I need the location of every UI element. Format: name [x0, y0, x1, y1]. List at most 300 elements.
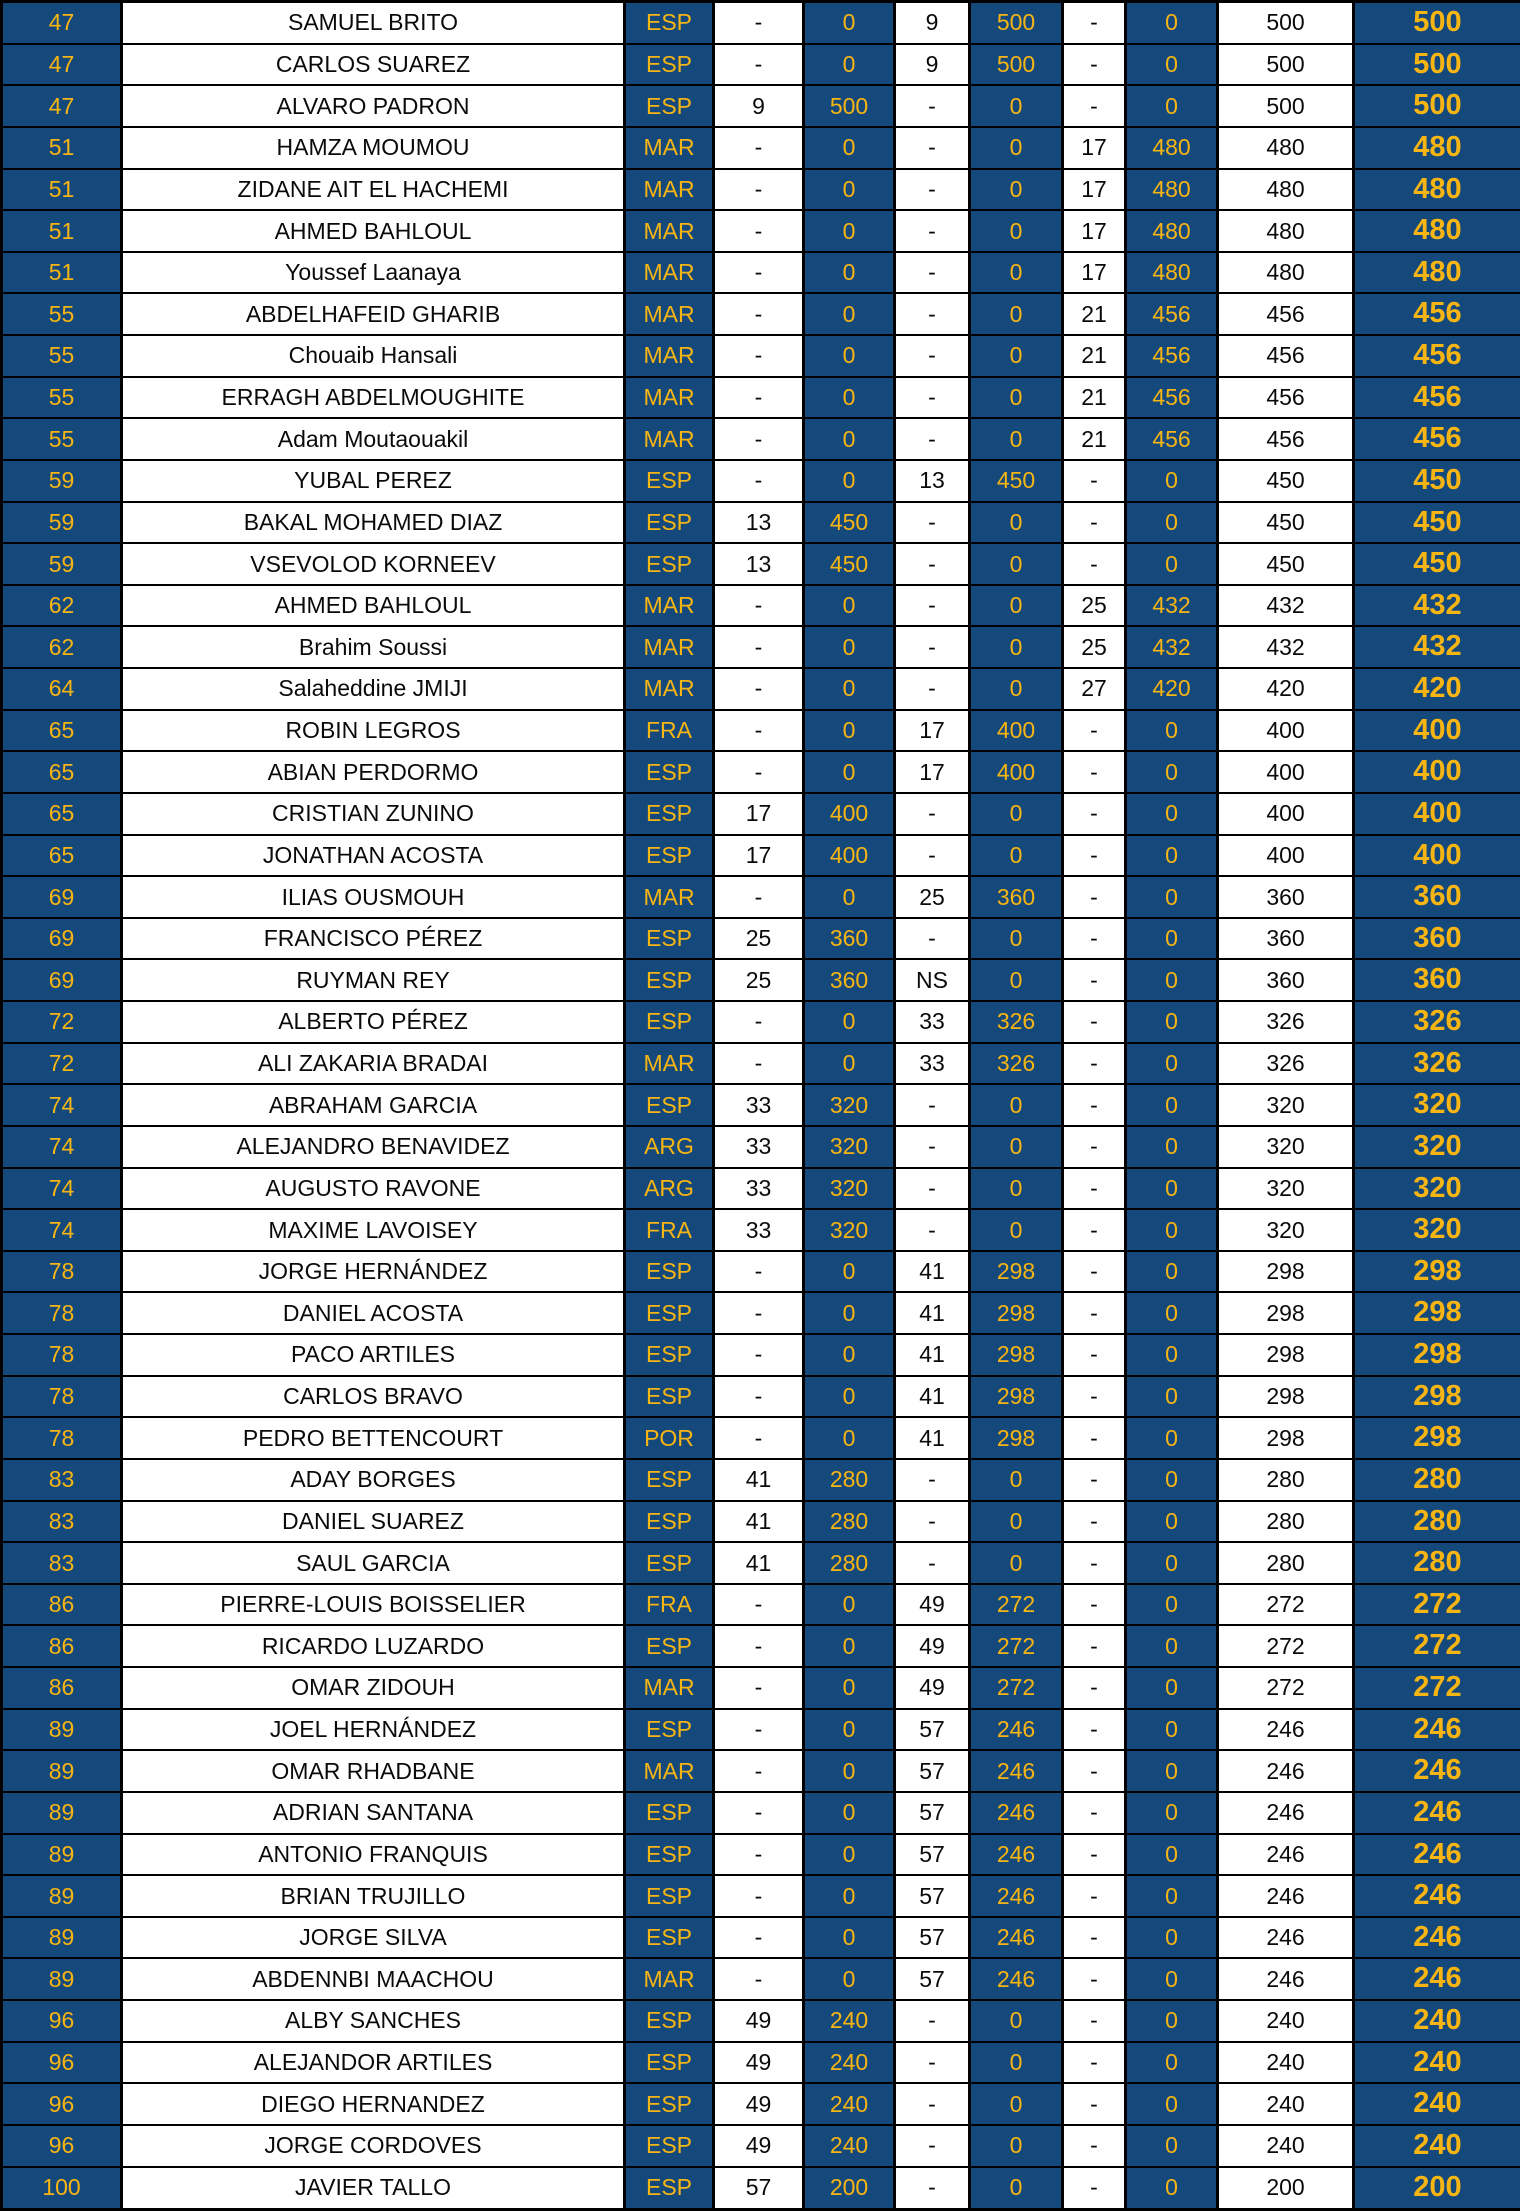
final-points-cell: 400 — [1354, 835, 1520, 877]
total-cell: 500 — [1218, 44, 1354, 86]
event3-position-cell: 17 — [1063, 169, 1126, 211]
final-points-cell: 240 — [1354, 2083, 1520, 2125]
event3-position-cell: 17 — [1063, 210, 1126, 252]
event3-points-cell: 0 — [1126, 1542, 1218, 1584]
name-cell: CRISTIAN ZUNINO — [122, 793, 625, 835]
event2-points-cell: 0 — [970, 418, 1063, 460]
name-cell: OMAR ZIDOUH — [122, 1667, 625, 1709]
rank-cell: 78 — [2, 1334, 122, 1376]
country-cell: ESP — [625, 1084, 714, 1126]
total-cell: 400 — [1218, 710, 1354, 752]
final-points-cell: 298 — [1354, 1251, 1520, 1293]
name-cell: ZIDANE AIT EL HACHEMI — [122, 169, 625, 211]
event3-position-cell: 21 — [1063, 418, 1126, 460]
rank-cell: 69 — [2, 876, 122, 918]
final-points-cell: 320 — [1354, 1209, 1520, 1251]
total-cell: 480 — [1218, 210, 1354, 252]
event3-points-cell: 0 — [1126, 959, 1218, 1001]
event3-points-cell: 0 — [1126, 2083, 1218, 2125]
event2-points-cell: 0 — [970, 293, 1063, 335]
country-cell: MAR — [625, 626, 714, 668]
name-cell: Chouaib Hansali — [122, 335, 625, 377]
final-points-cell: 400 — [1354, 751, 1520, 793]
rank-cell: 74 — [2, 1084, 122, 1126]
table-row — [2, 751, 1520, 793]
event2-position-cell: 49 — [895, 1584, 970, 1626]
event1-position-cell: - — [714, 293, 804, 335]
event3-position-cell: - — [1063, 1958, 1126, 2000]
event1-points-cell: 320 — [804, 1168, 895, 1210]
event1-points-cell: 0 — [804, 335, 895, 377]
country-cell: MAR — [625, 127, 714, 169]
event2-points-cell: 298 — [970, 1251, 1063, 1293]
event3-position-cell: - — [1063, 2042, 1126, 2084]
final-points-cell: 480 — [1354, 127, 1520, 169]
event3-position-cell: - — [1063, 1917, 1126, 1959]
total-cell: 360 — [1218, 959, 1354, 1001]
event3-position-cell: - — [1063, 1043, 1126, 1085]
event1-points-cell: 280 — [804, 1542, 895, 1584]
final-points-cell: 280 — [1354, 1501, 1520, 1543]
event2-points-cell: 0 — [970, 668, 1063, 710]
event3-points-cell: 0 — [1126, 2, 1218, 44]
table-row — [2, 460, 1520, 502]
total-cell: 360 — [1218, 876, 1354, 918]
country-cell: ESP — [625, 85, 714, 127]
event1-points-cell: 320 — [804, 1209, 895, 1251]
event1-points-cell: 0 — [804, 2, 895, 44]
rank-cell: 86 — [2, 1584, 122, 1626]
total-cell: 320 — [1218, 1209, 1354, 1251]
event3-points-cell: 0 — [1126, 1875, 1218, 1917]
event3-position-cell: - — [1063, 1501, 1126, 1543]
event2-position-cell: 57 — [895, 1792, 970, 1834]
table-row — [2, 252, 1520, 294]
event1-position-cell: - — [714, 1417, 804, 1459]
total-cell: 298 — [1218, 1417, 1354, 1459]
event2-points-cell: 0 — [970, 2000, 1063, 2042]
event1-position-cell: - — [714, 1917, 804, 1959]
total-cell: 420 — [1218, 668, 1354, 710]
event3-points-cell: 0 — [1126, 460, 1218, 502]
event2-position-cell: 49 — [895, 1625, 970, 1667]
total-cell: 500 — [1218, 85, 1354, 127]
event2-points-cell: 246 — [970, 1709, 1063, 1751]
table-row — [2, 2000, 1520, 2042]
name-cell: CARLOS SUAREZ — [122, 44, 625, 86]
event1-points-cell: 0 — [804, 169, 895, 211]
event3-points-cell: 0 — [1126, 1417, 1218, 1459]
event1-points-cell: 0 — [804, 1625, 895, 1667]
event3-points-cell: 420 — [1126, 668, 1218, 710]
event3-points-cell: 0 — [1126, 1834, 1218, 1876]
country-cell: MAR — [625, 418, 714, 460]
country-cell: ESP — [625, 2, 714, 44]
event2-points-cell: 500 — [970, 2, 1063, 44]
event2-points-cell: 0 — [970, 1459, 1063, 1501]
event1-points-cell: 0 — [804, 252, 895, 294]
event2-position-cell: 57 — [895, 1750, 970, 1792]
final-points-cell: 400 — [1354, 793, 1520, 835]
event2-position-cell: - — [895, 543, 970, 585]
total-cell: 240 — [1218, 2125, 1354, 2167]
event2-points-cell: 298 — [970, 1417, 1063, 1459]
event2-position-cell: - — [895, 2167, 970, 2210]
table-row — [2, 1292, 1520, 1334]
event2-position-cell: - — [895, 835, 970, 877]
final-points-cell: 360 — [1354, 918, 1520, 960]
event2-points-cell: 0 — [970, 127, 1063, 169]
total-cell: 240 — [1218, 2083, 1354, 2125]
event2-points-cell: 0 — [970, 1542, 1063, 1584]
rank-cell: 74 — [2, 1209, 122, 1251]
final-points-cell: 280 — [1354, 1542, 1520, 1584]
event1-points-cell: 0 — [804, 626, 895, 668]
final-points-cell: 200 — [1354, 2167, 1520, 2210]
name-cell: AHMED BAHLOUL — [122, 210, 625, 252]
event2-points-cell: 360 — [970, 876, 1063, 918]
total-cell: 298 — [1218, 1376, 1354, 1418]
event1-points-cell: 0 — [804, 585, 895, 627]
rank-cell: 96 — [2, 2083, 122, 2125]
event3-points-cell: 0 — [1126, 1168, 1218, 1210]
event3-points-cell: 0 — [1126, 2042, 1218, 2084]
event1-position-cell: - — [714, 1584, 804, 1626]
event3-points-cell: 456 — [1126, 377, 1218, 419]
rank-cell: 55 — [2, 293, 122, 335]
final-points-cell: 420 — [1354, 668, 1520, 710]
rank-cell: 78 — [2, 1417, 122, 1459]
event1-position-cell: - — [714, 1750, 804, 1792]
final-points-cell: 360 — [1354, 959, 1520, 1001]
event3-position-cell: 17 — [1063, 127, 1126, 169]
total-cell: 246 — [1218, 1834, 1354, 1876]
event1-points-cell: 0 — [804, 1584, 895, 1626]
event3-position-cell: - — [1063, 85, 1126, 127]
total-cell: 432 — [1218, 626, 1354, 668]
table-row — [2, 1001, 1520, 1043]
total-cell: 246 — [1218, 1917, 1354, 1959]
country-cell: ESP — [625, 835, 714, 877]
country-cell: ESP — [625, 1875, 714, 1917]
table-row — [2, 1792, 1520, 1834]
rank-cell: 74 — [2, 1168, 122, 1210]
event2-points-cell: 0 — [970, 1168, 1063, 1210]
final-points-cell: 280 — [1354, 1459, 1520, 1501]
event3-points-cell: 0 — [1126, 1251, 1218, 1293]
event2-points-cell: 0 — [970, 585, 1063, 627]
rank-cell: 51 — [2, 127, 122, 169]
final-points-cell: 326 — [1354, 1043, 1520, 1085]
event3-points-cell: 0 — [1126, 918, 1218, 960]
event1-points-cell: 0 — [804, 1376, 895, 1418]
rank-cell: 89 — [2, 1792, 122, 1834]
event1-points-cell: 500 — [804, 85, 895, 127]
event1-points-cell: 0 — [804, 377, 895, 419]
final-points-cell: 480 — [1354, 252, 1520, 294]
country-cell: FRA — [625, 1209, 714, 1251]
event2-position-cell: - — [895, 2125, 970, 2167]
event3-position-cell: - — [1063, 1084, 1126, 1126]
event1-points-cell: 0 — [804, 1834, 895, 1876]
event1-position-cell: - — [714, 1625, 804, 1667]
event2-points-cell: 0 — [970, 335, 1063, 377]
table-row — [2, 793, 1520, 835]
event1-points-cell: 0 — [804, 1417, 895, 1459]
event1-points-cell: 0 — [804, 1792, 895, 1834]
event1-position-cell: - — [714, 1667, 804, 1709]
name-cell: SAUL GARCIA — [122, 1542, 625, 1584]
event3-position-cell: - — [1063, 1542, 1126, 1584]
country-cell: ESP — [625, 1501, 714, 1543]
event3-position-cell: - — [1063, 1168, 1126, 1210]
table-body — [2, 2, 1520, 2210]
event2-position-cell: - — [895, 377, 970, 419]
event3-position-cell: - — [1063, 2083, 1126, 2125]
event2-points-cell: 246 — [970, 1917, 1063, 1959]
total-cell: 246 — [1218, 1792, 1354, 1834]
total-cell: 456 — [1218, 377, 1354, 419]
event1-points-cell: 0 — [804, 1251, 895, 1293]
country-cell: FRA — [625, 710, 714, 752]
event3-points-cell: 0 — [1126, 1667, 1218, 1709]
table-row — [2, 1542, 1520, 1584]
event2-position-cell: 41 — [895, 1376, 970, 1418]
table-row — [2, 835, 1520, 877]
table-row — [2, 1126, 1520, 1168]
final-points-cell: 450 — [1354, 543, 1520, 585]
table-row — [2, 876, 1520, 918]
table-row — [2, 169, 1520, 211]
country-cell: MAR — [625, 377, 714, 419]
country-cell: MAR — [625, 293, 714, 335]
event2-position-cell: 41 — [895, 1417, 970, 1459]
event3-points-cell: 0 — [1126, 1043, 1218, 1085]
event1-points-cell: 0 — [804, 1292, 895, 1334]
final-points-cell: 246 — [1354, 1917, 1520, 1959]
event3-points-cell: 0 — [1126, 793, 1218, 835]
name-cell: ADAY BORGES — [122, 1459, 625, 1501]
event3-position-cell: - — [1063, 1376, 1126, 1418]
event2-position-cell: - — [895, 585, 970, 627]
event1-position-cell: 33 — [714, 1126, 804, 1168]
final-points-cell: 456 — [1354, 335, 1520, 377]
rank-cell: 55 — [2, 335, 122, 377]
final-points-cell: 246 — [1354, 1709, 1520, 1751]
event2-points-cell: 246 — [970, 1834, 1063, 1876]
event1-position-cell: - — [714, 1251, 804, 1293]
name-cell: CARLOS BRAVO — [122, 1376, 625, 1418]
name-cell: BRIAN TRUJILLO — [122, 1875, 625, 1917]
rank-cell: 74 — [2, 1126, 122, 1168]
event3-position-cell: - — [1063, 876, 1126, 918]
event1-position-cell: - — [714, 127, 804, 169]
event1-points-cell: 0 — [804, 1001, 895, 1043]
table-row — [2, 959, 1520, 1001]
name-cell: MAXIME LAVOISEY — [122, 1209, 625, 1251]
event2-position-cell: 49 — [895, 1667, 970, 1709]
event3-position-cell: - — [1063, 2000, 1126, 2042]
final-points-cell: 298 — [1354, 1334, 1520, 1376]
event2-points-cell: 0 — [970, 835, 1063, 877]
name-cell: JAVIER TALLO — [122, 2167, 625, 2210]
final-points-cell: 500 — [1354, 2, 1520, 44]
rank-cell: 78 — [2, 1376, 122, 1418]
table-row — [2, 2042, 1520, 2084]
table-row — [2, 710, 1520, 752]
country-cell: ESP — [625, 1709, 714, 1751]
event2-position-cell: 33 — [895, 1001, 970, 1043]
name-cell: ALI ZAKARIA BRADAI — [122, 1043, 625, 1085]
event3-points-cell: 0 — [1126, 44, 1218, 86]
event2-points-cell: 0 — [970, 2125, 1063, 2167]
rank-cell: 47 — [2, 85, 122, 127]
event2-points-cell: 0 — [970, 626, 1063, 668]
table-row — [2, 626, 1520, 668]
event1-position-cell: 41 — [714, 1459, 804, 1501]
event1-points-cell: 240 — [804, 2000, 895, 2042]
country-cell: ESP — [625, 460, 714, 502]
event1-position-cell: - — [714, 169, 804, 211]
name-cell: PIERRE-LOUIS BOISSELIER — [122, 1584, 625, 1626]
name-cell: JOEL HERNÁNDEZ — [122, 1709, 625, 1751]
event3-position-cell: 27 — [1063, 668, 1126, 710]
table-row — [2, 418, 1520, 460]
table-row — [2, 2125, 1520, 2167]
total-cell: 480 — [1218, 252, 1354, 294]
rank-cell: 65 — [2, 751, 122, 793]
event1-position-cell: - — [714, 2, 804, 44]
final-points-cell: 246 — [1354, 1750, 1520, 1792]
table-row — [2, 1834, 1520, 1876]
rank-cell: 47 — [2, 2, 122, 44]
event2-points-cell: 326 — [970, 1001, 1063, 1043]
event1-points-cell: 0 — [804, 1917, 895, 1959]
final-points-cell: 432 — [1354, 626, 1520, 668]
table-row — [2, 585, 1520, 627]
event1-points-cell: 240 — [804, 2083, 895, 2125]
event1-points-cell: 0 — [804, 44, 895, 86]
name-cell: AUGUSTO RAVONE — [122, 1168, 625, 1210]
name-cell: DANIEL ACOSTA — [122, 1292, 625, 1334]
country-cell: ESP — [625, 1001, 714, 1043]
event2-position-cell: - — [895, 210, 970, 252]
total-cell: 298 — [1218, 1251, 1354, 1293]
total-cell: 240 — [1218, 2042, 1354, 2084]
final-points-cell: 432 — [1354, 585, 1520, 627]
event3-points-cell: 0 — [1126, 1584, 1218, 1626]
event3-position-cell: - — [1063, 751, 1126, 793]
name-cell: JORGE SILVA — [122, 1917, 625, 1959]
event2-position-cell: - — [895, 918, 970, 960]
rank-cell: 86 — [2, 1667, 122, 1709]
table-row — [2, 543, 1520, 585]
event1-points-cell: 200 — [804, 2167, 895, 2210]
event2-position-cell: - — [895, 1126, 970, 1168]
total-cell: 246 — [1218, 1750, 1354, 1792]
event3-points-cell: 456 — [1126, 293, 1218, 335]
event3-points-cell: 0 — [1126, 1958, 1218, 2000]
table-row — [2, 1501, 1520, 1543]
total-cell: 326 — [1218, 1043, 1354, 1085]
final-points-cell: 500 — [1354, 85, 1520, 127]
name-cell: ILIAS OUSMOUH — [122, 876, 625, 918]
event3-points-cell: 0 — [1126, 85, 1218, 127]
event1-points-cell: 320 — [804, 1126, 895, 1168]
event2-position-cell: - — [895, 793, 970, 835]
rank-cell: 65 — [2, 835, 122, 877]
event2-points-cell: 0 — [970, 918, 1063, 960]
rank-cell: 83 — [2, 1459, 122, 1501]
rank-cell: 59 — [2, 460, 122, 502]
event2-points-cell: 0 — [970, 169, 1063, 211]
event2-points-cell: 298 — [970, 1292, 1063, 1334]
event3-position-cell: - — [1063, 793, 1126, 835]
event2-points-cell: 0 — [970, 2167, 1063, 2210]
event3-points-cell: 0 — [1126, 1917, 1218, 1959]
rank-cell: 83 — [2, 1542, 122, 1584]
rank-cell: 64 — [2, 668, 122, 710]
name-cell: FRANCISCO PÉREZ — [122, 918, 625, 960]
event1-position-cell: - — [714, 668, 804, 710]
event2-points-cell: 272 — [970, 1584, 1063, 1626]
event3-points-cell: 432 — [1126, 626, 1218, 668]
name-cell: HAMZA MOUMOU — [122, 127, 625, 169]
event3-points-cell: 480 — [1126, 169, 1218, 211]
final-points-cell: 456 — [1354, 418, 1520, 460]
final-points-cell: 272 — [1354, 1667, 1520, 1709]
final-points-cell: 240 — [1354, 2000, 1520, 2042]
event2-points-cell: 0 — [970, 543, 1063, 585]
name-cell: JONATHAN ACOSTA — [122, 835, 625, 877]
event1-position-cell: - — [714, 1292, 804, 1334]
event2-points-cell: 0 — [970, 210, 1063, 252]
event1-position-cell: 41 — [714, 1501, 804, 1543]
event1-position-cell: 17 — [714, 793, 804, 835]
table-row — [2, 1209, 1520, 1251]
event3-position-cell: - — [1063, 1126, 1126, 1168]
event3-position-cell: - — [1063, 1709, 1126, 1751]
event3-position-cell: - — [1063, 1334, 1126, 1376]
total-cell: 400 — [1218, 751, 1354, 793]
table-row — [2, 85, 1520, 127]
country-cell: ESP — [625, 2125, 714, 2167]
event1-position-cell: 57 — [714, 2167, 804, 2210]
name-cell: ABRAHAM GARCIA — [122, 1084, 625, 1126]
event2-position-cell: - — [895, 293, 970, 335]
event1-points-cell: 360 — [804, 918, 895, 960]
event3-position-cell: - — [1063, 460, 1126, 502]
table-row — [2, 210, 1520, 252]
event2-position-cell: 57 — [895, 1709, 970, 1751]
table-row — [2, 2, 1520, 44]
total-cell: 320 — [1218, 1084, 1354, 1126]
total-cell: 240 — [1218, 2000, 1354, 2042]
event2-position-cell: - — [895, 1542, 970, 1584]
final-points-cell: 320 — [1354, 1168, 1520, 1210]
event1-position-cell: 49 — [714, 2042, 804, 2084]
final-points-cell: 320 — [1354, 1126, 1520, 1168]
event2-position-cell: - — [895, 1084, 970, 1126]
event2-points-cell: 0 — [970, 252, 1063, 294]
table-row — [2, 1709, 1520, 1751]
rank-cell: 89 — [2, 1917, 122, 1959]
event2-points-cell: 0 — [970, 793, 1063, 835]
table-row — [2, 2167, 1520, 2210]
total-cell: 272 — [1218, 1584, 1354, 1626]
event2-points-cell: 0 — [970, 959, 1063, 1001]
name-cell: VSEVOLOD KORNEEV — [122, 543, 625, 585]
